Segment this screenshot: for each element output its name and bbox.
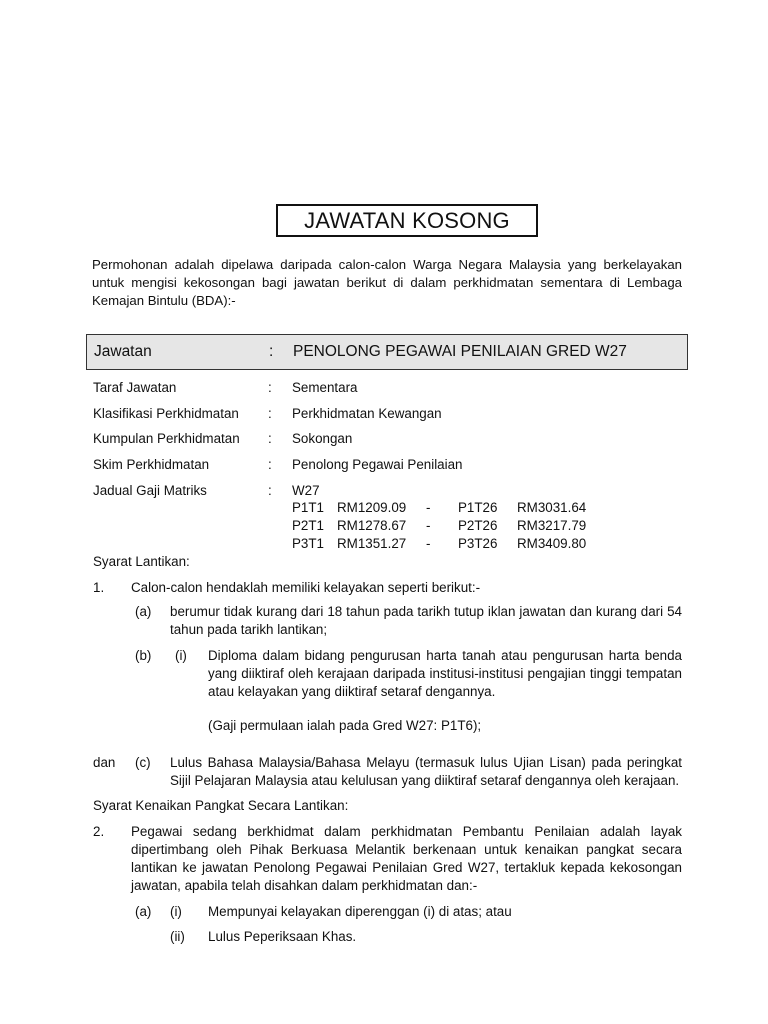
item-2aii-text: Lulus Peperiksaan Khas. [208,929,357,944]
gaji-row-p1-end: P1T26 [458,500,498,515]
gaji-row-p2-end: P2T26 [458,518,498,533]
page-title: JAWATAN KOSONG [276,204,538,237]
item-c-text: Lulus Bahasa Malaysia/Bahasa Melayu (termasuk lulus Ujian Lisan) pada peringkat Sijil Pelajaran Malaysia atau kelulusan yang diiktiraf setaraf dengannya oleh kerajaan. [170,755,682,788]
gaji-row-p1-rm-end: RM3031.64 [517,500,587,515]
jawatan-colon: : [269,343,274,360]
item-2aii-label: (ii) [170,929,185,944]
gaji-row-p2-rm-end: RM3217.79 [517,518,587,533]
item-c-label: (c) [135,755,151,770]
detail-colon: : [268,431,272,446]
item-bi-label: (i) [175,648,187,663]
detail-value-taraf: Sementara [292,380,358,395]
detail-value-skim: Penolong Pegawai Penilaian [292,457,463,472]
detail-colon: : [268,406,272,421]
jawatan-header-box [86,334,688,370]
jawatan-value: PENOLONG PEGAWAI PENILAIAN GRED W27 [293,343,627,360]
detail-colon: : [268,483,272,498]
item-number-1: 1. [93,580,105,595]
gaji-row-p2-start: P2T1 [292,518,325,533]
gaji-row-p2-dash: - [426,518,431,533]
gaji-row-p3-start: P3T1 [292,536,325,551]
item-number-2: 2. [93,824,105,839]
gaji-row-p1-rm-start: RM1209.09 [337,500,407,515]
detail-colon: : [268,457,272,472]
item-b-label: (b) [135,648,152,663]
gaji-row-p3-dash: - [426,536,431,551]
item-2ai-text: Mempunyai kelayakan diperenggan (i) di atas; atau [208,904,512,919]
item-2a-label: (a) [135,904,152,919]
gaji-row-p1-start: P1T1 [292,500,325,515]
detail-value-klasifikasi: Perkhidmatan Kewangan [292,406,442,421]
detail-value-jadual: W27 [292,483,320,498]
detail-label-taraf: Taraf Jawatan [93,380,177,395]
gaji-row-p3-end: P3T26 [458,536,498,551]
dan-connector: dan [93,755,116,770]
gaji-row-p1-dash: - [426,500,431,515]
jawatan-label: Jawatan [94,343,152,360]
item-1-text: Calon-calon hendaklah memiliki kelayakan seperti berikut:- [131,580,481,595]
item-a-text: berumur tidak kurang dari 18 tahun pada tarikh tutup iklan jawatan dan kurang dari 54 tahun pada tarikh lantikan; [170,604,682,637]
gaji-row-p3-rm-end: RM3409.80 [517,536,587,551]
detail-label-skim: Skim Perkhidmatan [93,457,210,472]
detail-label-jadual: Jadual Gaji Matriks [93,483,207,498]
item-a-label: (a) [135,604,152,619]
detail-label-kumpulan: Kumpulan Perkhidmatan [93,431,240,446]
detail-value-kumpulan: Sokongan [292,431,353,446]
syarat-lantikan-heading: Syarat Lantikan: [93,554,190,569]
item-2-text: Pegawai sedang berkhidmat dalam perkhidmatan Pembantu Penilaian adalah layak dipertimbang oleh Pihak Berkuasa Melantik berkenaan untuk kenaikan pangkat secara lantikan ke jawatan Penolong Pegawai Penilaian Gred W27, tertakluk kepada kekosongan jawatan, apabila telah disahkan dalam perkhidmatan dan:- [131,824,682,893]
gaji-row-p2-rm-start: RM1278.67 [337,518,407,533]
detail-colon: : [268,380,272,395]
gaji-permulaan-note: (Gaji permulaan ialah pada Gred W27: P1T6); [208,718,482,733]
syarat-kenaikan-heading: Syarat Kenaikan Pangkat Secara Lantikan: [93,798,349,813]
gaji-row-p3-rm-start: RM1351.27 [337,536,407,551]
intro-paragraph: Permohonan adalah dipelawa daripada calon-calon Warga Negara Malaysia yang berkelayakan untuk mengisi kekosongan bagi jawatan berikut di dalam perkhidmatan sementara di Lembaga Kemajan Bintulu (BDA):- [92,257,682,308]
item-bi-text: Diploma dalam bidang pengurusan harta tanah atau pengurusan harta benda yang diiktiraf oleh kerajaan daripada institusi-institusi pengajian tinggi tempatan atau kelayakan yang diiktiraf setaraf dengannya. [208,648,682,699]
item-2ai-label: (i) [170,904,182,919]
detail-label-klasifikasi: Klasifikasi Perkhidmatan [93,406,239,421]
